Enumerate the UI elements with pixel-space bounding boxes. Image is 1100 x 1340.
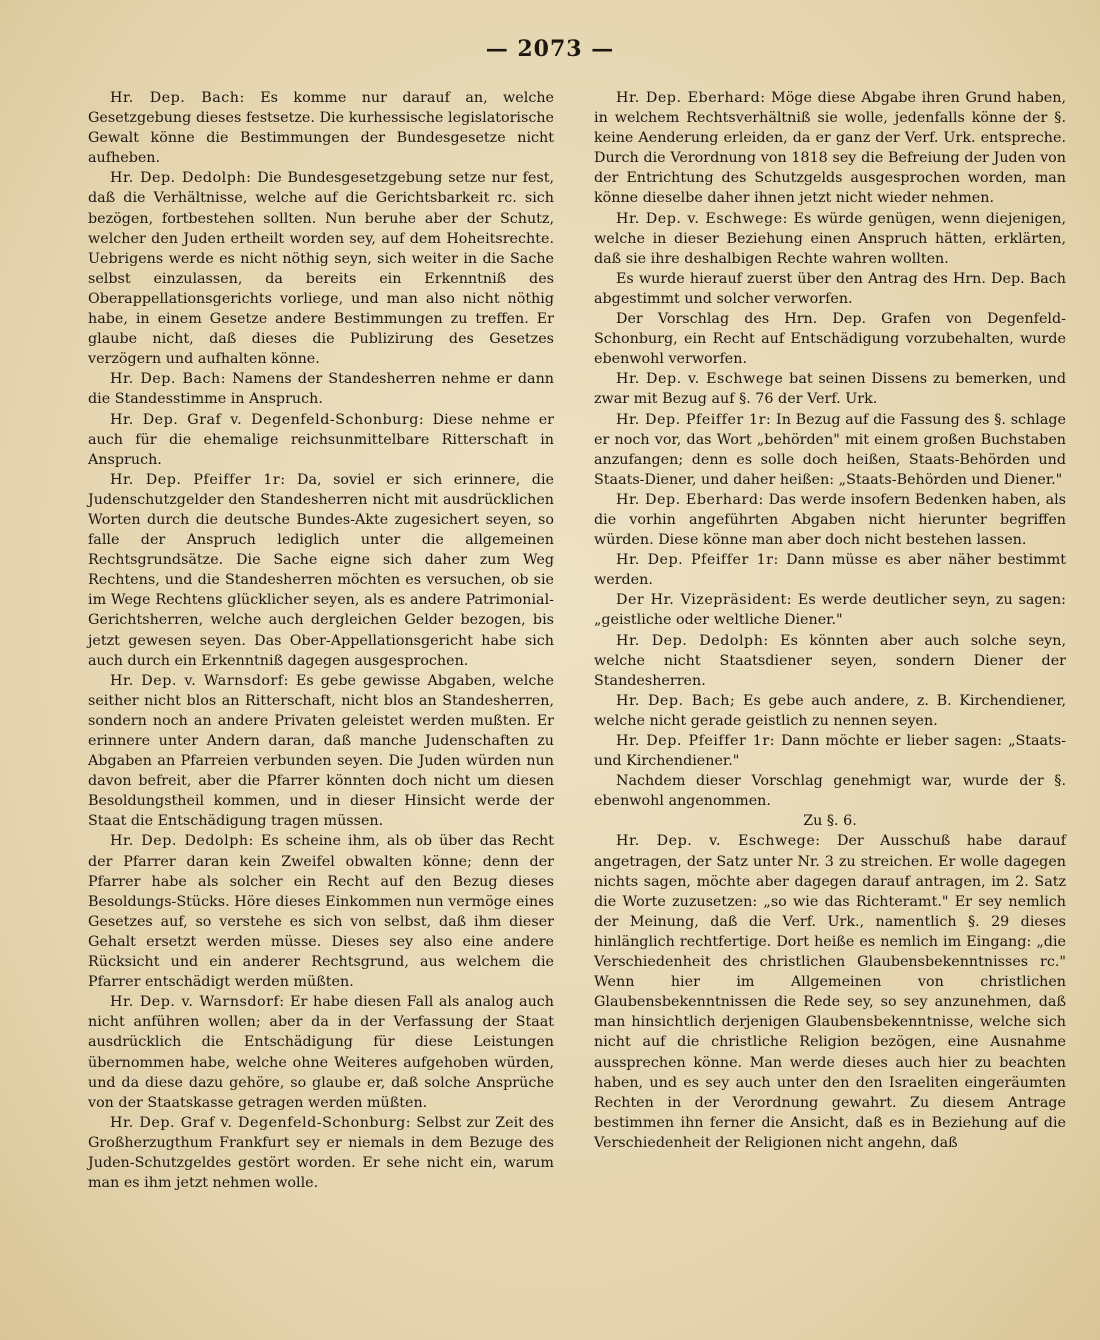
paragraph — [594, 691, 1066, 731]
paragraph-text: Diese nehme er auch für die ehemalige reichsunmittelbare Ritterschaft in Anspruch. — [88, 411, 555, 468]
speaker-name: Hr. Dep. Pfeiffer 1r: — [616, 733, 776, 749]
speaker-name: Hr. Dep. Graf v. Degenfeld-Schonburg: — [110, 411, 425, 428]
paragraph — [594, 831, 1066, 1153]
paragraph-text: Er habe diesen Fall als analog auch nicht anführen wollen; aber da in der Verfassung der Staat ausdrücklich die Entschädigung für diese Leistungen übernommen habe, welche ohne Weiteres aufgehoben würden, und da diese dazu gehöre, so glaube er, daß solche Ansprüche von der Staatskasse getragen werden müßten. — [88, 994, 555, 1111]
paragraph-text: bat seinen Dissens zu bemerken, und zwar mit Bezug auf §. 76 der Verf. Urk. — [594, 371, 1066, 408]
paragraph — [594, 590, 1066, 630]
paragraph-text: Die Bundesgesetzgebung setze nur fest, daß die Verhältnisse, welche auf die Gerichtsbarkeit rc. sich bezögen, fortbestehen sollten. Nun beruhe aber der Schutz, welcher den Juden ertheilt worden sey, auf dem Hoheitsrechte. Uebrigens werde es nicht nöthig seyn, sich weiter in die Sache selbst einzulassen, da bereits ein Erkenntniß des Oberappellationsgerichts vorliege, und man also nicht nöthig habe, in einem Gesetze andere Bestimmungen zu treffen. Er glaube nicht, daß dieses die Publizirung des Gesetzes verzögern und aufhalten könne. — [88, 170, 554, 368]
paragraph — [594, 550, 1066, 590]
speaker-name: Hr. Dep. Pfeiffer 1r: — [616, 411, 772, 428]
paragraph-text: Selbst zur Zeit des Großherzugthum Frankfurt sey er niemals in dem Bezuge des Juden-Schutzgeldes gestört worden. Er sehe nicht ein, warum man es ihm jetzt nehmen wolle. — [88, 1114, 554, 1192]
page-number: — 2073 — — [485, 36, 615, 62]
speaker-name: Hr. Dep. v. Eschwege: — [616, 210, 788, 227]
paragraph — [88, 671, 554, 832]
paragraph-text: Möge diese Abgabe ihren Grund haben, in welchem Rechtsverhältniß sie wolle, jedenfalls könne der §. keine Aenderung erleiden, da er ganz der Verf. Urk. entspreche. Durch die Verordnung von 1818 sey die Befreiung der Juden von der Entrichtung des Schutzgelds ausgesprochen worden, man könne dieselbe daher ihnen jetzt nicht wieder nehmen. — [594, 90, 1067, 207]
paragraph — [594, 771, 1066, 811]
paragraph-text: Der Ausschuß habe darauf angetragen, der Satz unter Nr. 3 zu streichen. Er wolle dagegen nichts sagen, möchte aber dagegen darauf antragen, im 2. Satz die Worte zuzusetzen: „so wie das Richteramt." Er sey nemlich der Meinung, daß die Verf. Urk., namentlich §. 29 dieses hinlänglich rechtfertige. Dort heiße es nemlich im Eingang: „die Verschiedenheit des christlichen Glaubensbekenntnisses rc." Wenn hier im Allgemeinen von christlichen Glaubensbekenntnissen die Rede sey, so sey anzunehmen, daß man hinsichtlich derjenigen Glaubensbekenntnisse, welche sich nicht auf die christliche Religion bezögen, eine Ausnahme aussprechen könne. Man werde dieses auch hier zu beachten haben, und es sey auch unter den den Israeliten eingeräumten Rechten in der Verordnung gewahrt. Zu diesem Antrage bestimmen ihn ferner die Ansicht, daß es in Beziehung auf die Verschiedenheit der Religionen nicht angehn, daß — [594, 833, 1066, 1151]
paragraph — [594, 811, 1066, 831]
paragraph — [88, 1113, 554, 1193]
paragraph — [88, 410, 554, 470]
paragraph — [88, 470, 554, 671]
paragraph-text: Es gebe gewisse Abgaben, welche seither nicht blos an Ritterschaft, nicht blos an Standesherren, sondern noch an andere Privaten geleistet werden mußten. Er erinnere unter Andern daran, daß manche Judenschaften zu Abgaben an Pfarreien verbunden seyen. Die Juden würden nun davon befreit, aber die Pfarrer könnten doch nicht um diesen Besoldungstheil kommen, und in dieser Hinsicht werde der Staat die Entschädigung tragen müssen. — [88, 672, 554, 830]
speaker-name: Hr. Dep. Eberhard: — [616, 90, 766, 106]
paragraph — [594, 410, 1066, 490]
speaker-name: Hr. Dep. Dedolph: — [110, 833, 254, 850]
speaker-name: Hr. Dep. v. Warnsdorf: — [110, 994, 285, 1011]
speaker-name: Hr. Dep. Bach; — [616, 692, 736, 709]
paragraph-text: Nachdem dieser Vorschlag genehmigt war, wurde der §. ebenwohl angenommen. — [594, 773, 1066, 810]
speaker-name: Hr. Dep. v. Warnsdorf: — [110, 672, 289, 689]
paragraph — [594, 731, 1066, 771]
speaker-name: Hr. Dep. v. Eschwege — [616, 371, 784, 388]
speaker-name: Hr. Dep. v. Eschwege: — [616, 833, 821, 850]
paragraph — [88, 88, 554, 168]
paragraph-text: Der Vorschlag des Hrn. Dep. Grafen von Degenfeld-Schonburg, ein Recht auf Entschädigung vorzubehalten, wurde ebenwohl verworfen. — [594, 311, 1066, 368]
paragraph — [594, 309, 1066, 369]
speaker-name: Hr. Dep. Dedolph: — [616, 632, 769, 649]
speaker-name: Hr. Dep. Dedolph: — [110, 170, 252, 187]
paragraph-text: Es scheine ihm, als ob über das Recht der Pfarrer daran kein Zweifel obwalten könne; denn der Pfarrer habe als solcher ein Recht auf den Bezug dieses Besoldungs-Stücks. Höre dieses Einkommen nun vermöge eines Gesetzes auf, so verstehe es sich von selbst, daß ihm dieser Gehalt ersetzt werden müsse. Dieses sey also eine andere Rücksicht und ein anderer Rechtsgrund, aus welchem die Pfarrer entschädigt werden müßten. — [88, 833, 554, 991]
paragraph-text: Es komme nur darauf an, welche Gesetzgebung dieses festsetze. Die kurhessische legislatorische Gewalt könne die Bestimmungen der Bundesgesetze nicht aufheben. — [88, 90, 554, 167]
paragraph-text: Es würde genügen, wenn diejenigen, welche in dieser Beziehung einen Anspruch hätten, erklärten, daß sie ihre deshalbigen Rechte wahren wollten. — [594, 210, 1066, 267]
paragraph — [594, 209, 1066, 269]
speaker-name: Hr. Dep. Graf v. Degenfeld-Schonburg: — [110, 1114, 412, 1131]
right-column — [594, 88, 1066, 1153]
speaker-name: Hr. Dep. Pfeiffer 1r: — [110, 471, 286, 488]
paragraph-text: Das werde insofern Bedenken haben, als die vorhin angeführten Abgaben nicht hierunter begriffen würden. Diese könne man aber doch nicht bestehen lassen. — [594, 491, 1066, 549]
paragraph — [594, 88, 1066, 209]
paragraph — [594, 369, 1066, 409]
paragraph — [594, 631, 1066, 691]
paragraph-text: Da, soviel er sich erinnere, die Judenschutzgelder den Standesherren nicht mit ausdrücklichen Worten durch die deutsche Bundes-Akte zugesichert seyen, so falle der Anspruch lediglich unter die allgemeinen Rechtsgrundsätze. Die Sache eigne sich daher zum Weg Rechtens, und die Standesherren möchten es versuchen, ob sie im Wege Rechtens glücklicher seyen, als es andere Patrimonial-Gerichtsherren, welche auch dergleichen Gelder bezogen, bis jetzt gewesen seyen. Das Ober-Appellationsgericht habe sich auch durch ein Erkenntniß dagegen ausgesprochen. — [88, 471, 554, 669]
paragraph-text: In Bezug auf die Fassung des §. schlage er noch vor, das Wort „behörden" mit einem großen Buchstaben anzufangen; denn es solle doch heißen, Staats-Behörden und Staats-Diener, und daher heißen: „Staats-Behörden und Diener." — [594, 411, 1066, 488]
paragraph-text: Es gebe auch andere, z. B. Kirchendiener, welche nicht gerade geistlich zu nennen seyen. — [594, 692, 1067, 729]
paragraph — [88, 369, 554, 409]
speaker-name: Hr. Dep. Bach: — [110, 371, 227, 388]
paragraph-text: Zu §. 6. — [803, 813, 857, 830]
speaker-name: Hr. Dep. Pfeiffer 1r: — [616, 552, 779, 569]
paragraph-text: Es wurde hierauf zuerst über den Antrag des Hrn. Dep. Bach abgestimmt und solcher verworfen. — [594, 270, 1066, 307]
paragraph — [88, 831, 554, 992]
left-column — [88, 88, 554, 1193]
paragraph — [88, 168, 554, 369]
paragraph-text: Es werde deutlicher seyn, zu sagen: „geistliche oder weltliche Diener." — [594, 592, 1066, 629]
paragraph-text: Namens der Standesherren nehme er dann die Standesstimme in Anspruch. — [88, 371, 554, 408]
speaker-name: Der Hr. Vizepräsident: — [616, 592, 793, 609]
paragraph-text: Dann müsse es aber näher bestimmt werden. — [594, 552, 1067, 589]
paragraph — [88, 992, 554, 1113]
paragraph — [594, 490, 1066, 550]
speaker-name: Hr. Dep. Eberhard: — [616, 491, 764, 508]
paragraph — [594, 269, 1066, 309]
paragraph-text: Es könnten aber auch solche seyn, welche nicht Staatsdiener seyen, sondern Diener der Standesherren. — [594, 632, 1066, 689]
speaker-name: Hr. Dep. Bach: — [110, 90, 245, 106]
paragraph-text: Dann möchte er lieber sagen: „Staats- und Kirchendiener." — [594, 733, 1066, 770]
